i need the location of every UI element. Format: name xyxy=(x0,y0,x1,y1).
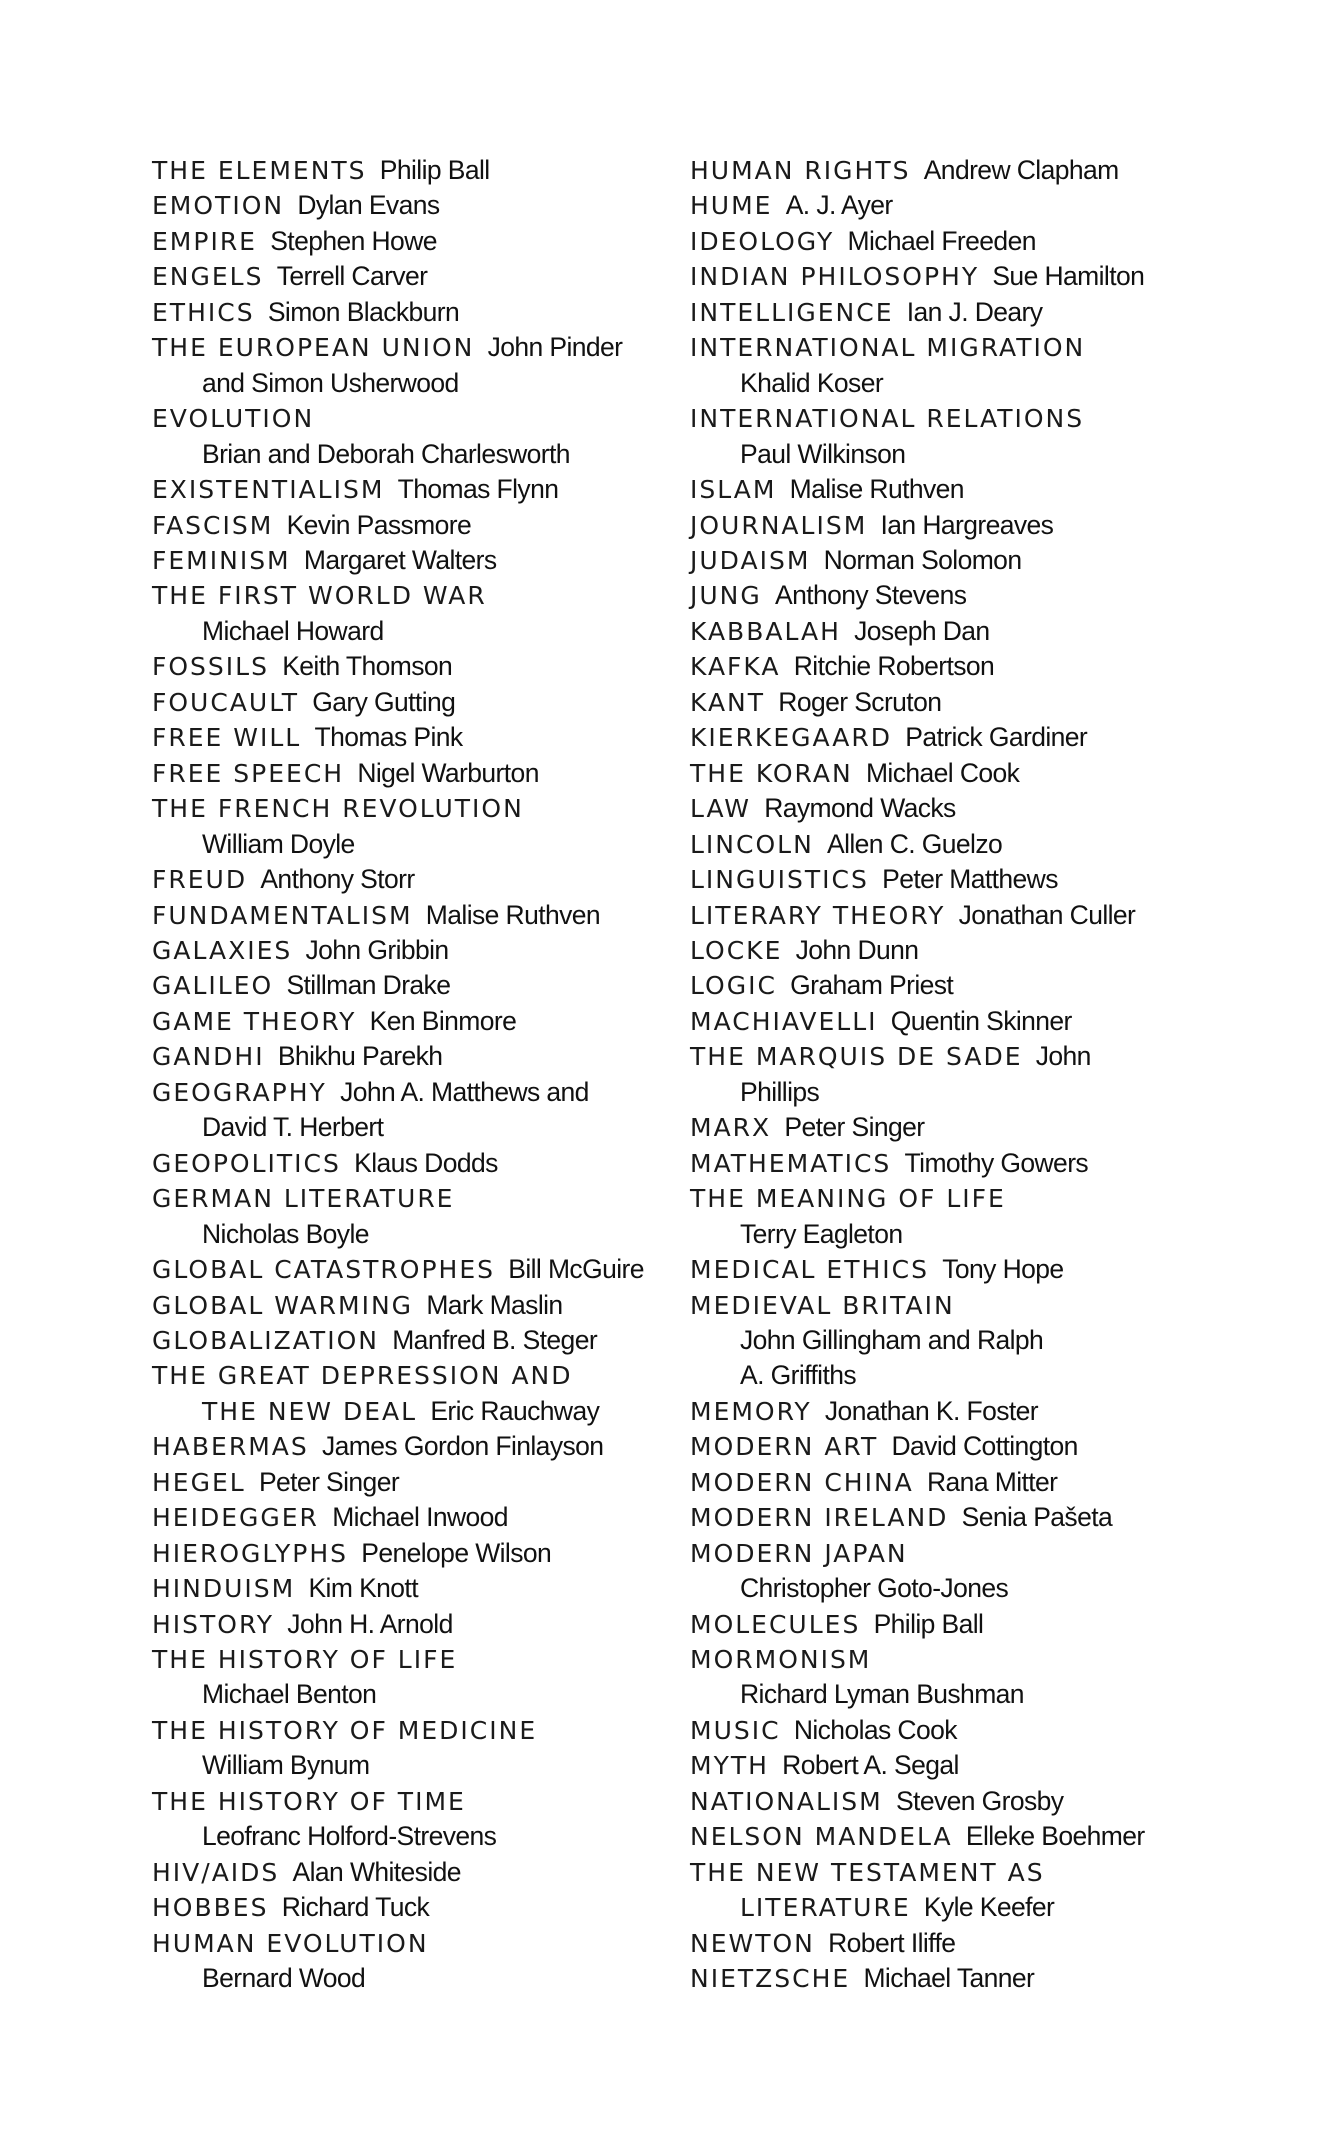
book-entry xyxy=(690,330,1290,401)
book-entry xyxy=(690,295,1290,330)
book-author: Robert A. Segal xyxy=(782,1750,959,1781)
book-entry xyxy=(152,1429,672,1464)
book-entry xyxy=(690,898,1290,933)
book-author: Kim Knott xyxy=(308,1573,418,1604)
book-author: Elleke Boehmer xyxy=(965,1821,1145,1852)
book-author: Nicholas Cook xyxy=(793,1714,957,1745)
book-subject: HEGEL xyxy=(152,1467,246,1497)
book-entry xyxy=(152,1288,672,1323)
book-author: Philip Ball xyxy=(873,1608,984,1639)
book-author: Terrell Carver xyxy=(276,261,428,292)
book-entry xyxy=(690,1288,1290,1394)
book-subject: MEDIEVAL BRITAIN xyxy=(690,1290,955,1320)
book-author: Patrick Gardiner xyxy=(905,722,1088,753)
book-entry xyxy=(152,295,672,330)
book-subject: MORMONISM xyxy=(690,1645,872,1675)
book-subject: FREE SPEECH xyxy=(152,758,345,788)
book-entry xyxy=(690,720,1290,755)
book-author-continuation: Bernard Wood xyxy=(202,1963,366,1994)
book-entry xyxy=(690,756,1290,791)
book-subject: ETHICS xyxy=(152,297,255,327)
book-author: Thomas Pink xyxy=(314,722,463,753)
book-entry xyxy=(152,1500,672,1535)
book-author: John H. Arnold xyxy=(287,1608,453,1639)
book-entry xyxy=(152,1146,672,1181)
book-entry xyxy=(690,1961,1290,1996)
book-author-continuation: William Doyle xyxy=(202,828,355,859)
book-subject: GERMAN LITERATURE xyxy=(152,1184,455,1214)
book-subject: FASCISM xyxy=(152,510,274,540)
book-entry xyxy=(690,1181,1290,1252)
book-entry xyxy=(690,1146,1290,1181)
book-author: Stephen Howe xyxy=(270,225,437,256)
book-subject: LAW xyxy=(690,794,751,824)
book-subject: JUNG xyxy=(690,581,762,611)
book-author: James Gordon Finlayson xyxy=(322,1431,604,1462)
book-subject: GLOBAL CATASTROPHES xyxy=(152,1255,495,1285)
book-entry-continuation xyxy=(202,827,672,862)
book-entry xyxy=(152,720,672,755)
book-entry xyxy=(152,330,672,401)
book-subject: THE HISTORY OF TIME xyxy=(152,1786,466,1816)
book-author: Michael Freeden xyxy=(847,225,1036,256)
book-subject: JUDAISM xyxy=(690,545,811,575)
book-entry-continuation xyxy=(740,1890,1290,1925)
book-author: Peter Matthews xyxy=(882,864,1058,895)
book-subject: MYTH xyxy=(690,1751,769,1781)
book-entry xyxy=(690,1713,1290,1748)
book-entry-continuation xyxy=(202,1677,672,1712)
book-author: Keith Thomson xyxy=(282,651,453,682)
book-entry-continuation xyxy=(202,1961,672,1996)
book-entry xyxy=(152,401,672,472)
book-subject: LOCKE xyxy=(690,935,783,965)
book-subject: JOURNALISM xyxy=(690,510,868,540)
book-author: Tony Hope xyxy=(942,1254,1064,1285)
book-entry xyxy=(152,1713,672,1784)
book-subject: THE ELEMENTS xyxy=(152,156,367,185)
book-subject: THE FIRST WORLD WAR xyxy=(152,581,487,611)
book-subject: GEOPOLITICS xyxy=(152,1148,341,1178)
book-subject: NEWTON xyxy=(690,1928,815,1958)
book-author: Margaret Walters xyxy=(303,544,497,575)
book-subject: MARX xyxy=(690,1113,772,1143)
book-entry-continuation xyxy=(740,1323,1290,1358)
book-author: Klaus Dodds xyxy=(354,1147,498,1178)
book-author: Quentin Skinner xyxy=(890,1005,1072,1036)
book-author-continuation: Brian and Deborah Charlesworth xyxy=(202,438,570,469)
book-author: Anthony Stevens xyxy=(775,580,967,611)
book-entry xyxy=(152,1926,672,1997)
book-author: John xyxy=(1035,1041,1091,1072)
book-subject: LINCOLN xyxy=(690,829,814,859)
book-entry xyxy=(152,1536,672,1571)
book-subject: THE FRENCH REVOLUTION xyxy=(152,794,524,824)
book-entry xyxy=(152,472,672,507)
book-entry xyxy=(690,543,1290,578)
book-subject: HIV/AIDS xyxy=(152,1857,280,1887)
book-subject: GLOBALIZATION xyxy=(152,1325,379,1355)
book-author: Ian J. Deary xyxy=(906,296,1043,327)
book-author: Gary Gutting xyxy=(312,686,456,717)
book-entry xyxy=(152,1039,672,1074)
book-author-continuation: Christopher Goto-Jones xyxy=(740,1573,1009,1604)
book-subject: INTERNATIONAL RELATIONS xyxy=(690,404,1085,434)
book-entry xyxy=(152,898,672,933)
book-entry xyxy=(152,578,672,649)
book-entry-continuation xyxy=(202,1748,672,1783)
book-author: John Dunn xyxy=(795,934,919,965)
book-subject: KAFKA xyxy=(690,652,781,682)
book-author: Mark Maslin xyxy=(426,1289,563,1320)
book-author: Jonathan K. Foster xyxy=(824,1395,1039,1426)
book-entry xyxy=(690,1429,1290,1464)
book-entry xyxy=(690,791,1290,826)
book-subject: MEDICAL ETHICS xyxy=(690,1255,929,1285)
book-subject: KIERKEGAARD xyxy=(690,723,893,753)
book-author: Peter Singer xyxy=(258,1466,400,1497)
book-entry xyxy=(152,1323,672,1358)
book-subject: ENGELS xyxy=(152,262,264,292)
right-column xyxy=(690,153,1290,1997)
book-entry xyxy=(152,188,672,223)
book-author-continuation: Terry Eagleton xyxy=(740,1218,903,1249)
book-entry xyxy=(690,259,1290,294)
book-entry xyxy=(152,1571,672,1606)
book-entry xyxy=(690,578,1290,613)
book-entry xyxy=(690,1536,1290,1607)
book-author: Nigel Warburton xyxy=(357,757,539,788)
book-subject: INDIAN PHILOSOPHY xyxy=(690,262,980,292)
book-author: Joseph Dan xyxy=(854,615,990,646)
book-subject: MODERN IRELAND xyxy=(690,1503,949,1533)
book-author-continuation: Michael Benton xyxy=(202,1679,377,1710)
book-author: Ian Hargreaves xyxy=(880,509,1054,540)
book-subject: THE HISTORY OF MEDICINE xyxy=(152,1715,538,1745)
book-subject: EXISTENTIALISM xyxy=(152,475,385,505)
book-author: David Cottington xyxy=(891,1431,1078,1462)
book-subject: NELSON MANDELA xyxy=(690,1822,953,1852)
book-author: Anthony Storr xyxy=(260,864,415,895)
book-entry xyxy=(152,1465,672,1500)
book-entry xyxy=(690,827,1290,862)
book-author: Dylan Evans xyxy=(297,190,440,221)
book-author: Raymond Wacks xyxy=(764,793,956,824)
book-subject: HISTORY xyxy=(152,1609,275,1639)
book-subject: THE NEW TESTAMENT AS xyxy=(690,1857,1045,1887)
book-author-continuation: David T. Herbert xyxy=(202,1112,384,1143)
book-subject: MEMORY xyxy=(690,1396,812,1426)
book-entry xyxy=(690,862,1290,897)
book-author-continuation: Phillips xyxy=(740,1076,820,1107)
book-author: Ritchie Robertson xyxy=(793,651,995,682)
book-subject: EMPIRE xyxy=(152,226,257,256)
book-subject: MATHEMATICS xyxy=(690,1148,892,1178)
book-author: Richard Tuck xyxy=(281,1892,430,1923)
book-entry xyxy=(690,1110,1290,1145)
book-subject: MODERN CHINA xyxy=(690,1467,914,1497)
book-subject: LITERARY THEORY xyxy=(690,900,946,930)
book-entry xyxy=(152,933,672,968)
book-subject: THE HISTORY OF LIFE xyxy=(152,1645,458,1675)
book-entry xyxy=(690,1748,1290,1783)
book-entry xyxy=(152,1004,672,1039)
book-entry xyxy=(152,1181,672,1252)
book-subject: HUMAN EVOLUTION xyxy=(152,1928,429,1958)
book-author: Senia Pašeta xyxy=(961,1502,1113,1533)
book-entry xyxy=(152,862,672,897)
book-entry-continuation xyxy=(202,366,672,401)
book-subject: ISLAM xyxy=(690,475,777,505)
book-subject: NIETZSCHE xyxy=(690,1964,851,1994)
book-subject-continuation: LITERATURE xyxy=(740,1893,911,1923)
book-entry xyxy=(152,543,672,578)
book-subject: MODERN JAPAN xyxy=(690,1538,908,1568)
book-entry-continuation xyxy=(740,1358,1290,1393)
book-subject: MACHIAVELLI xyxy=(690,1006,878,1036)
book-subject: HABERMAS xyxy=(152,1432,309,1462)
book-subject: FREUD xyxy=(152,865,248,895)
book-author-continuation: Eric Rauchway xyxy=(430,1395,600,1426)
book-entry xyxy=(152,756,672,791)
book-author-continuation: William Bynum xyxy=(202,1750,370,1781)
book-entry xyxy=(152,508,672,543)
book-entry-continuation xyxy=(740,437,1290,472)
book-entry xyxy=(690,933,1290,968)
book-author: John A. Matthews and xyxy=(340,1076,589,1107)
book-subject: HIEROGLYPHS xyxy=(152,1538,349,1568)
book-author: Michael Tanner xyxy=(863,1963,1035,1994)
book-subject: FEMINISM xyxy=(152,545,291,575)
book-subject: KANT xyxy=(690,687,766,717)
book-subject: GALILEO xyxy=(152,971,274,1001)
book-author: Rana Mitter xyxy=(927,1466,1058,1497)
book-subject: GANDHI xyxy=(152,1042,265,1072)
book-subject: FREE WILL xyxy=(152,723,302,753)
book-author: Manfred B. Steger xyxy=(392,1324,598,1355)
book-entry-continuation xyxy=(740,1217,1290,1252)
book-entry xyxy=(152,1607,672,1642)
book-entry-continuation xyxy=(202,437,672,472)
book-author: Steven Grosby xyxy=(895,1785,1064,1816)
book-entry xyxy=(690,649,1290,684)
book-entry xyxy=(690,1465,1290,1500)
book-subject: LOGIC xyxy=(690,971,777,1001)
book-author: Allen C. Guelzo xyxy=(827,828,1003,859)
book-entry xyxy=(690,1500,1290,1535)
book-author-continuation: Leofranc Holford-Strevens xyxy=(202,1821,497,1852)
book-subject: EVOLUTION xyxy=(152,404,315,434)
book-entry xyxy=(152,649,672,684)
book-author: Simon Blackburn xyxy=(267,296,460,327)
book-entry-continuation xyxy=(740,366,1290,401)
book-subject: FOUCAULT xyxy=(152,687,299,717)
book-subject: FOSSILS xyxy=(152,652,269,682)
book-subject: HOBBES xyxy=(152,1893,269,1923)
book-subject: THE MARQUIS DE SADE xyxy=(690,1042,1023,1072)
book-subject: GLOBAL WARMING xyxy=(152,1290,414,1320)
book-entry xyxy=(690,1394,1290,1429)
book-author: Kevin Passmore xyxy=(286,509,472,540)
book-entry xyxy=(152,1855,672,1890)
book-author: Michael Cook xyxy=(865,757,1020,788)
book-author: Malise Ruthven xyxy=(789,474,964,505)
book-author: Penelope Wilson xyxy=(361,1537,552,1568)
book-entry xyxy=(690,1819,1290,1854)
book-entry-continuation xyxy=(740,1677,1290,1712)
book-author-continuation: A. Griffiths xyxy=(740,1360,857,1391)
book-entry xyxy=(690,614,1290,649)
book-author: A. J. Ayer xyxy=(785,190,893,221)
book-subject: NATIONALISM xyxy=(690,1786,883,1816)
book-entry xyxy=(690,1607,1290,1642)
book-subject: EMOTION xyxy=(152,191,285,221)
book-author-continuation: Kyle Keefer xyxy=(923,1892,1055,1923)
book-entry xyxy=(690,472,1290,507)
book-author: Andrew Clapham xyxy=(923,155,1119,185)
book-entry xyxy=(690,685,1290,720)
book-entry xyxy=(690,1642,1290,1713)
book-entry xyxy=(690,1004,1290,1039)
book-subject: THE MEANING OF LIFE xyxy=(690,1184,1006,1214)
book-author: Robert Iliffe xyxy=(828,1927,956,1958)
book-author-continuation: Khalid Koser xyxy=(740,367,884,398)
book-subject: IDEOLOGY xyxy=(690,226,835,256)
book-subject-continuation: THE NEW DEAL xyxy=(202,1396,418,1426)
book-subject: LINGUISTICS xyxy=(690,865,869,895)
book-entry xyxy=(690,1855,1290,1926)
left-column xyxy=(152,153,672,1997)
book-subject: GAME THEORY xyxy=(152,1006,357,1036)
book-author: Peter Singer xyxy=(784,1112,925,1143)
book-entry xyxy=(690,1039,1290,1110)
book-subject: HUMAN RIGHTS xyxy=(690,156,911,185)
book-author-continuation: Nicholas Boyle xyxy=(202,1218,369,1249)
book-author: Bhikhu Parekh xyxy=(277,1041,443,1072)
book-entry xyxy=(152,153,672,188)
book-entry xyxy=(152,791,672,862)
book-author: Graham Priest xyxy=(790,970,954,1001)
book-entry xyxy=(690,153,1290,188)
book-author: Alan Whiteside xyxy=(292,1856,461,1887)
book-subject: MUSIC xyxy=(690,1715,781,1745)
book-entry xyxy=(690,224,1290,259)
book-entry xyxy=(152,1252,672,1287)
book-entry xyxy=(690,1926,1290,1961)
book-entry xyxy=(152,1890,672,1925)
book-entry-continuation xyxy=(740,1075,1290,1110)
book-author: Michael Inwood xyxy=(332,1502,508,1533)
book-author: Stillman Drake xyxy=(286,970,451,1001)
book-author: Thomas Flynn xyxy=(397,474,559,505)
book-author-continuation: and Simon Usherwood xyxy=(202,367,459,398)
book-entry-continuation xyxy=(202,1217,672,1252)
book-author: John Pinder xyxy=(487,332,623,363)
book-entry xyxy=(152,1358,672,1429)
book-entry xyxy=(690,188,1290,223)
book-subject: INTELLIGENCE xyxy=(690,297,894,327)
book-author-continuation: Richard Lyman Bushman xyxy=(740,1679,1024,1710)
book-author: Norman Solomon xyxy=(823,544,1022,575)
book-subject: THE KORAN xyxy=(690,758,853,788)
book-author: Jonathan Culler xyxy=(958,899,1136,930)
book-entry xyxy=(690,968,1290,1003)
book-author: Philip Ball xyxy=(379,155,490,185)
book-author: John Gribbin xyxy=(305,934,449,965)
book-subject: HEIDEGGER xyxy=(152,1503,319,1533)
book-subject: KABBALAH xyxy=(690,616,841,646)
book-entry xyxy=(152,1642,672,1713)
book-subject: INTERNATIONAL MIGRATION xyxy=(690,333,1086,363)
book-subject: HINDUISM xyxy=(152,1574,296,1604)
book-entry xyxy=(690,401,1290,472)
book-entry-continuation xyxy=(202,1110,672,1145)
book-entry xyxy=(152,259,672,294)
book-author: Timothy Gowers xyxy=(904,1147,1089,1178)
book-subject: MOLECULES xyxy=(690,1609,861,1639)
book-author-continuation: Michael Howard xyxy=(202,615,384,646)
book-author: Roger Scruton xyxy=(778,686,942,717)
book-subject: HUME xyxy=(690,191,773,221)
book-subject: GEOGRAPHY xyxy=(152,1077,327,1107)
book-subject: GALAXIES xyxy=(152,935,293,965)
book-entry-continuation xyxy=(202,1819,672,1854)
book-author: Malise Ruthven xyxy=(425,899,601,930)
book-author-continuation: Paul Wilkinson xyxy=(740,438,906,469)
book-subject: MODERN ART xyxy=(690,1432,879,1462)
book-subject: THE GREAT DEPRESSION AND xyxy=(152,1361,573,1391)
book-entry-continuation xyxy=(740,1571,1290,1606)
book-entry xyxy=(690,1784,1290,1819)
book-author: Bill McGuire xyxy=(508,1254,644,1285)
book-entry-continuation xyxy=(202,614,672,649)
book-author: Sue Hamilton xyxy=(992,261,1145,292)
book-entry xyxy=(152,968,672,1003)
book-author: Ken Binmore xyxy=(369,1005,517,1036)
book-entry xyxy=(690,508,1290,543)
book-subject: THE EUROPEAN UNION xyxy=(152,333,475,363)
book-entry xyxy=(152,1075,672,1146)
book-entry xyxy=(152,224,672,259)
book-subject: FUNDAMENTALISM xyxy=(152,900,413,930)
book-entry xyxy=(152,1784,672,1855)
book-author-continuation: John Gillingham and Ralph xyxy=(740,1324,1044,1355)
book-entry xyxy=(152,685,672,720)
book-entry-continuation xyxy=(202,1394,672,1429)
book-entry xyxy=(690,1252,1290,1287)
